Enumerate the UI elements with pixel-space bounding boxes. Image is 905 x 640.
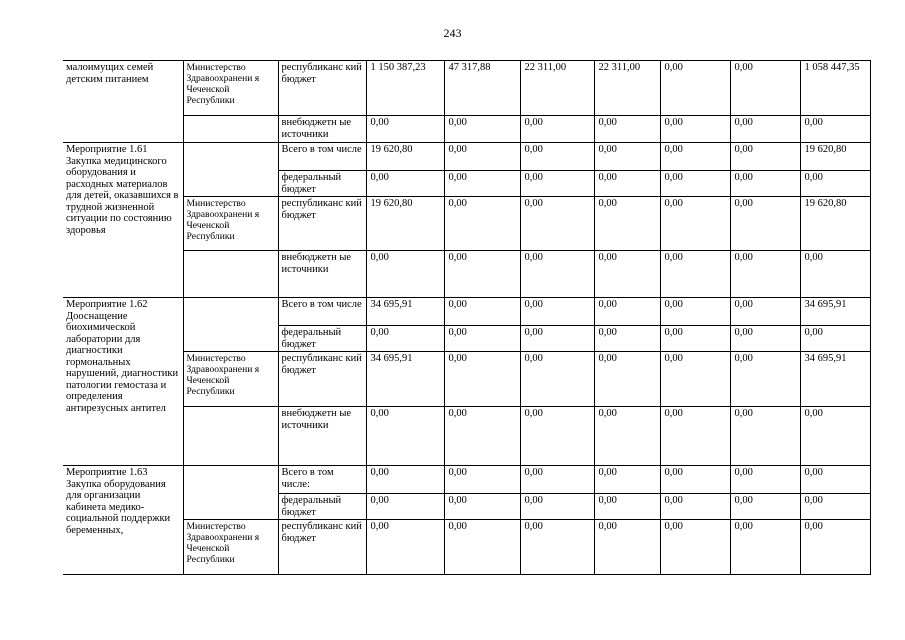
measure-description-cell: малоимущих семей детским питанием (63, 61, 183, 143)
value-cell: 0,00 (444, 251, 520, 298)
funding-source-cell: внебюджетн ые источники (278, 116, 366, 143)
value-cell: 0,00 (594, 171, 660, 197)
value-cell: 1 058 447,35 (800, 61, 870, 116)
funding-source-cell: республиканс кий бюджет (278, 520, 366, 575)
measure-description-cell: Мероприятие 1.61 Закупка медицинского оборудования и расходных материалов для детей, оказавшихся в трудной жизненной ситуации по состоянию здоровья (63, 143, 183, 298)
value-cell: 0,00 (730, 352, 800, 407)
executor-cell (183, 143, 278, 197)
value-cell: 0,00 (594, 520, 660, 575)
value-cell: 0,00 (730, 143, 800, 171)
value-cell: 0,00 (520, 251, 594, 298)
table-row (63, 298, 870, 326)
value-cell: 0,00 (730, 298, 800, 326)
value-cell: 0,00 (730, 466, 800, 494)
funding-source-cell: федеральный бюджет (278, 171, 366, 197)
value-cell: 0,00 (660, 352, 730, 407)
value-cell: 0,00 (660, 298, 730, 326)
table-row (63, 61, 870, 116)
value-cell: 19 620,80 (800, 143, 870, 171)
value-cell: 0,00 (366, 251, 444, 298)
value-cell: 0,00 (800, 494, 870, 520)
value-cell: 0,00 (594, 116, 660, 143)
value-cell: 19 620,80 (366, 197, 444, 251)
value-cell: 0,00 (594, 466, 660, 494)
table-row (63, 197, 870, 251)
value-cell: 0,00 (444, 143, 520, 171)
value-cell: 0,00 (520, 352, 594, 407)
value-cell: 0,00 (594, 407, 660, 466)
value-cell: 0,00 (444, 407, 520, 466)
funding-source-cell: республиканс кий бюджет (278, 61, 366, 116)
value-cell: 0,00 (660, 116, 730, 143)
value-cell: 0,00 (730, 116, 800, 143)
funding-source-cell: Всего в том числе (278, 143, 366, 171)
value-cell: 0,00 (594, 352, 660, 407)
value-cell: 0,00 (730, 520, 800, 575)
value-cell: 0,00 (366, 520, 444, 575)
value-cell: 0,00 (660, 197, 730, 251)
value-cell: 0,00 (800, 466, 870, 494)
value-cell: 34 695,91 (800, 298, 870, 326)
executor-cell (183, 116, 278, 143)
measure-description-cell: Мероприятие 1.62 Дооснащение биохимической лаборатории для диагностики гормональных нарушений, диагностики патологии гемостаза и определения антирезусных антител (63, 298, 183, 466)
executor-cell: Министерство Здравоохранени я Чеченской Республики (183, 197, 278, 251)
value-cell: 0,00 (660, 407, 730, 466)
value-cell: 19 620,80 (366, 143, 444, 171)
value-cell: 0,00 (800, 520, 870, 575)
value-cell: 0,00 (660, 61, 730, 116)
value-cell: 0,00 (444, 116, 520, 143)
executor-cell (183, 251, 278, 298)
value-cell: 0,00 (594, 298, 660, 326)
funding-source-cell: республиканс кий бюджет (278, 352, 366, 407)
value-cell: 34 695,91 (366, 352, 444, 407)
value-cell: 0,00 (594, 143, 660, 171)
value-cell: 0,00 (730, 407, 800, 466)
table-row (63, 251, 870, 298)
executor-cell: Министерство Здравоохранени я Чеченской Республики (183, 61, 278, 116)
value-cell: 0,00 (520, 494, 594, 520)
table-row (63, 352, 870, 407)
value-cell: 0,00 (366, 171, 444, 197)
funding-source-cell: федеральный бюджет (278, 494, 366, 520)
value-cell: 0,00 (444, 197, 520, 251)
funding-source-cell: Всего в том числе: (278, 466, 366, 494)
value-cell: 0,00 (520, 298, 594, 326)
executor-cell: Министерство Здравоохранени я Чеченской Республики (183, 352, 278, 407)
value-cell: 0,00 (520, 466, 594, 494)
value-cell: 19 620,80 (800, 197, 870, 251)
value-cell: 0,00 (520, 143, 594, 171)
value-cell: 0,00 (366, 116, 444, 143)
value-cell: 0,00 (730, 251, 800, 298)
funding-source-cell: внебюджетн ые источники (278, 407, 366, 466)
value-cell: 0,00 (730, 171, 800, 197)
value-cell: 0,00 (520, 407, 594, 466)
value-cell: 0,00 (730, 61, 800, 116)
budget-table (63, 60, 871, 575)
executor-cell (183, 466, 278, 520)
value-cell: 22 311,00 (594, 61, 660, 116)
value-cell: 0,00 (444, 326, 520, 352)
table-row (63, 143, 870, 171)
executor-cell: Министерство Здравоохранени я Чеченской Республики (183, 520, 278, 575)
value-cell: 0,00 (660, 466, 730, 494)
value-cell: 0,00 (660, 326, 730, 352)
value-cell: 0,00 (660, 171, 730, 197)
funding-source-cell: республиканс кий бюджет (278, 197, 366, 251)
value-cell: 0,00 (800, 171, 870, 197)
value-cell: 0,00 (800, 326, 870, 352)
value-cell: 0,00 (800, 116, 870, 143)
table-row (63, 116, 870, 143)
value-cell: 0,00 (444, 298, 520, 326)
value-cell: 0,00 (444, 171, 520, 197)
value-cell: 0,00 (730, 326, 800, 352)
value-cell: 0,00 (366, 407, 444, 466)
value-cell: 1 150 387,23 (366, 61, 444, 116)
value-cell: 47 317,88 (444, 61, 520, 116)
value-cell: 34 695,91 (800, 352, 870, 407)
value-cell: 0,00 (594, 326, 660, 352)
funding-source-cell: Всего в том числе (278, 298, 366, 326)
value-cell: 0,00 (730, 197, 800, 251)
value-cell: 34 695,91 (366, 298, 444, 326)
value-cell: 0,00 (444, 352, 520, 407)
value-cell: 0,00 (444, 520, 520, 575)
value-cell: 0,00 (660, 251, 730, 298)
value-cell: 0,00 (366, 466, 444, 494)
value-cell: 0,00 (520, 197, 594, 251)
value-cell: 22 311,00 (520, 61, 594, 116)
value-cell: 0,00 (660, 520, 730, 575)
value-cell: 0,00 (366, 494, 444, 520)
value-cell: 0,00 (520, 116, 594, 143)
value-cell: 0,00 (660, 494, 730, 520)
table-row (63, 520, 870, 575)
value-cell: 0,00 (594, 197, 660, 251)
table-row (63, 407, 870, 466)
measure-description-cell: Мероприятие 1.63 Закупка оборудования для организации кабинета медико-социальной поддержки беременных, (63, 466, 183, 575)
value-cell: 0,00 (444, 466, 520, 494)
value-cell: 0,00 (730, 494, 800, 520)
value-cell: 0,00 (594, 251, 660, 298)
value-cell: 0,00 (800, 407, 870, 466)
value-cell: 0,00 (800, 251, 870, 298)
executor-cell (183, 407, 278, 466)
value-cell: 0,00 (520, 520, 594, 575)
funding-source-cell: федеральный бюджет (278, 326, 366, 352)
value-cell: 0,00 (520, 171, 594, 197)
value-cell: 0,00 (520, 326, 594, 352)
funding-source-cell: внебюджетн ые источники (278, 251, 366, 298)
value-cell: 0,00 (594, 494, 660, 520)
value-cell: 0,00 (366, 326, 444, 352)
value-cell: 0,00 (660, 143, 730, 171)
executor-cell (183, 298, 278, 352)
value-cell: 0,00 (444, 494, 520, 520)
page-number: 243 (443, 26, 462, 40)
table-row (63, 466, 870, 494)
